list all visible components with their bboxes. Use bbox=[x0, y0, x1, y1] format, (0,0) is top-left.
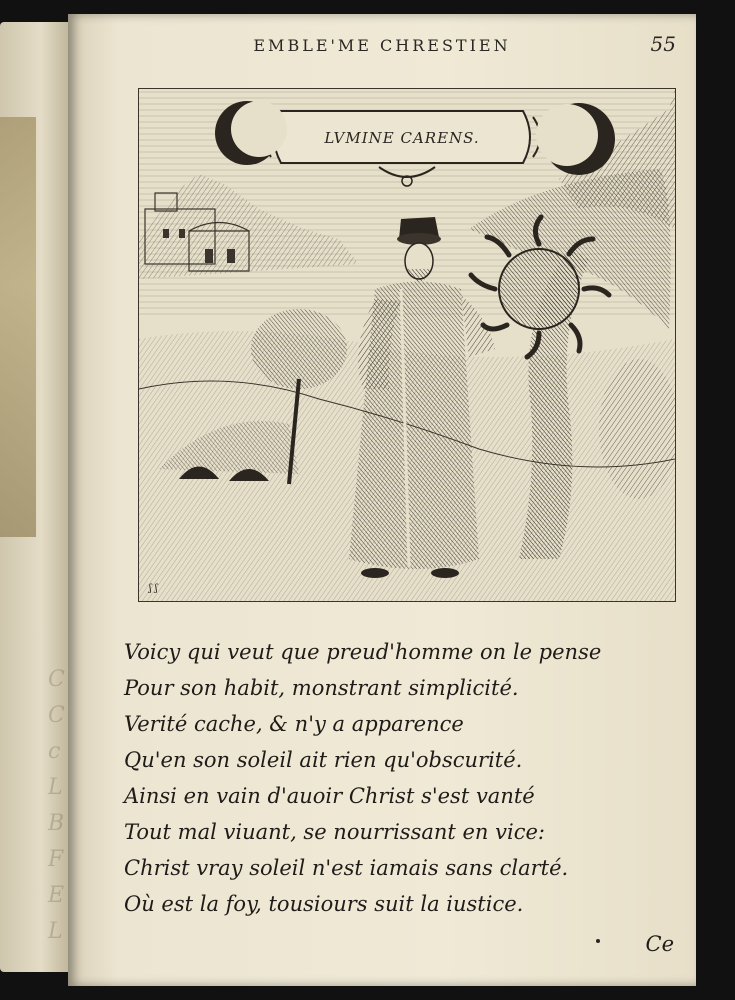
svg-text:ʃ ʃ: ʃ ʃ bbox=[149, 583, 158, 594]
poem bbox=[124, 634, 684, 922]
catchword: Ce bbox=[645, 932, 674, 956]
poem-line: Tout mal viuant, se nourrissant en vice: bbox=[124, 820, 545, 844]
facing-page-show-through: C C c L B F E L bbox=[48, 667, 65, 944]
poem-line: Voicy qui veut que preud'homme on le pense bbox=[124, 640, 602, 664]
running-title: EMBLE'ME CHRESTIEN bbox=[253, 36, 511, 55]
poem-line: Où est la foy, tousiours suit la iustice. bbox=[124, 892, 524, 916]
motto-text: LVMINE CARENS. bbox=[324, 129, 480, 147]
book-page bbox=[68, 14, 696, 986]
poem-line: Pour son habit, monstrant simplicité. bbox=[124, 676, 519, 700]
facing-page-engraving-edge bbox=[0, 117, 36, 537]
poem-line: Verité cache, & n'y a apparence bbox=[124, 712, 464, 736]
page-number: 55 bbox=[650, 32, 676, 56]
poem-line: Qu'en son soleil ait rien qu'obscurité. bbox=[124, 748, 523, 772]
facing-page-edge bbox=[0, 22, 75, 972]
ink-dot bbox=[596, 939, 600, 943]
poem-line: Ainsi en vain d'auoir Christ s'est vanté bbox=[124, 784, 535, 808]
emblem-engraving bbox=[138, 88, 676, 602]
poem-line: Christ vray soleil n'est iamais sans clarté. bbox=[124, 856, 569, 880]
